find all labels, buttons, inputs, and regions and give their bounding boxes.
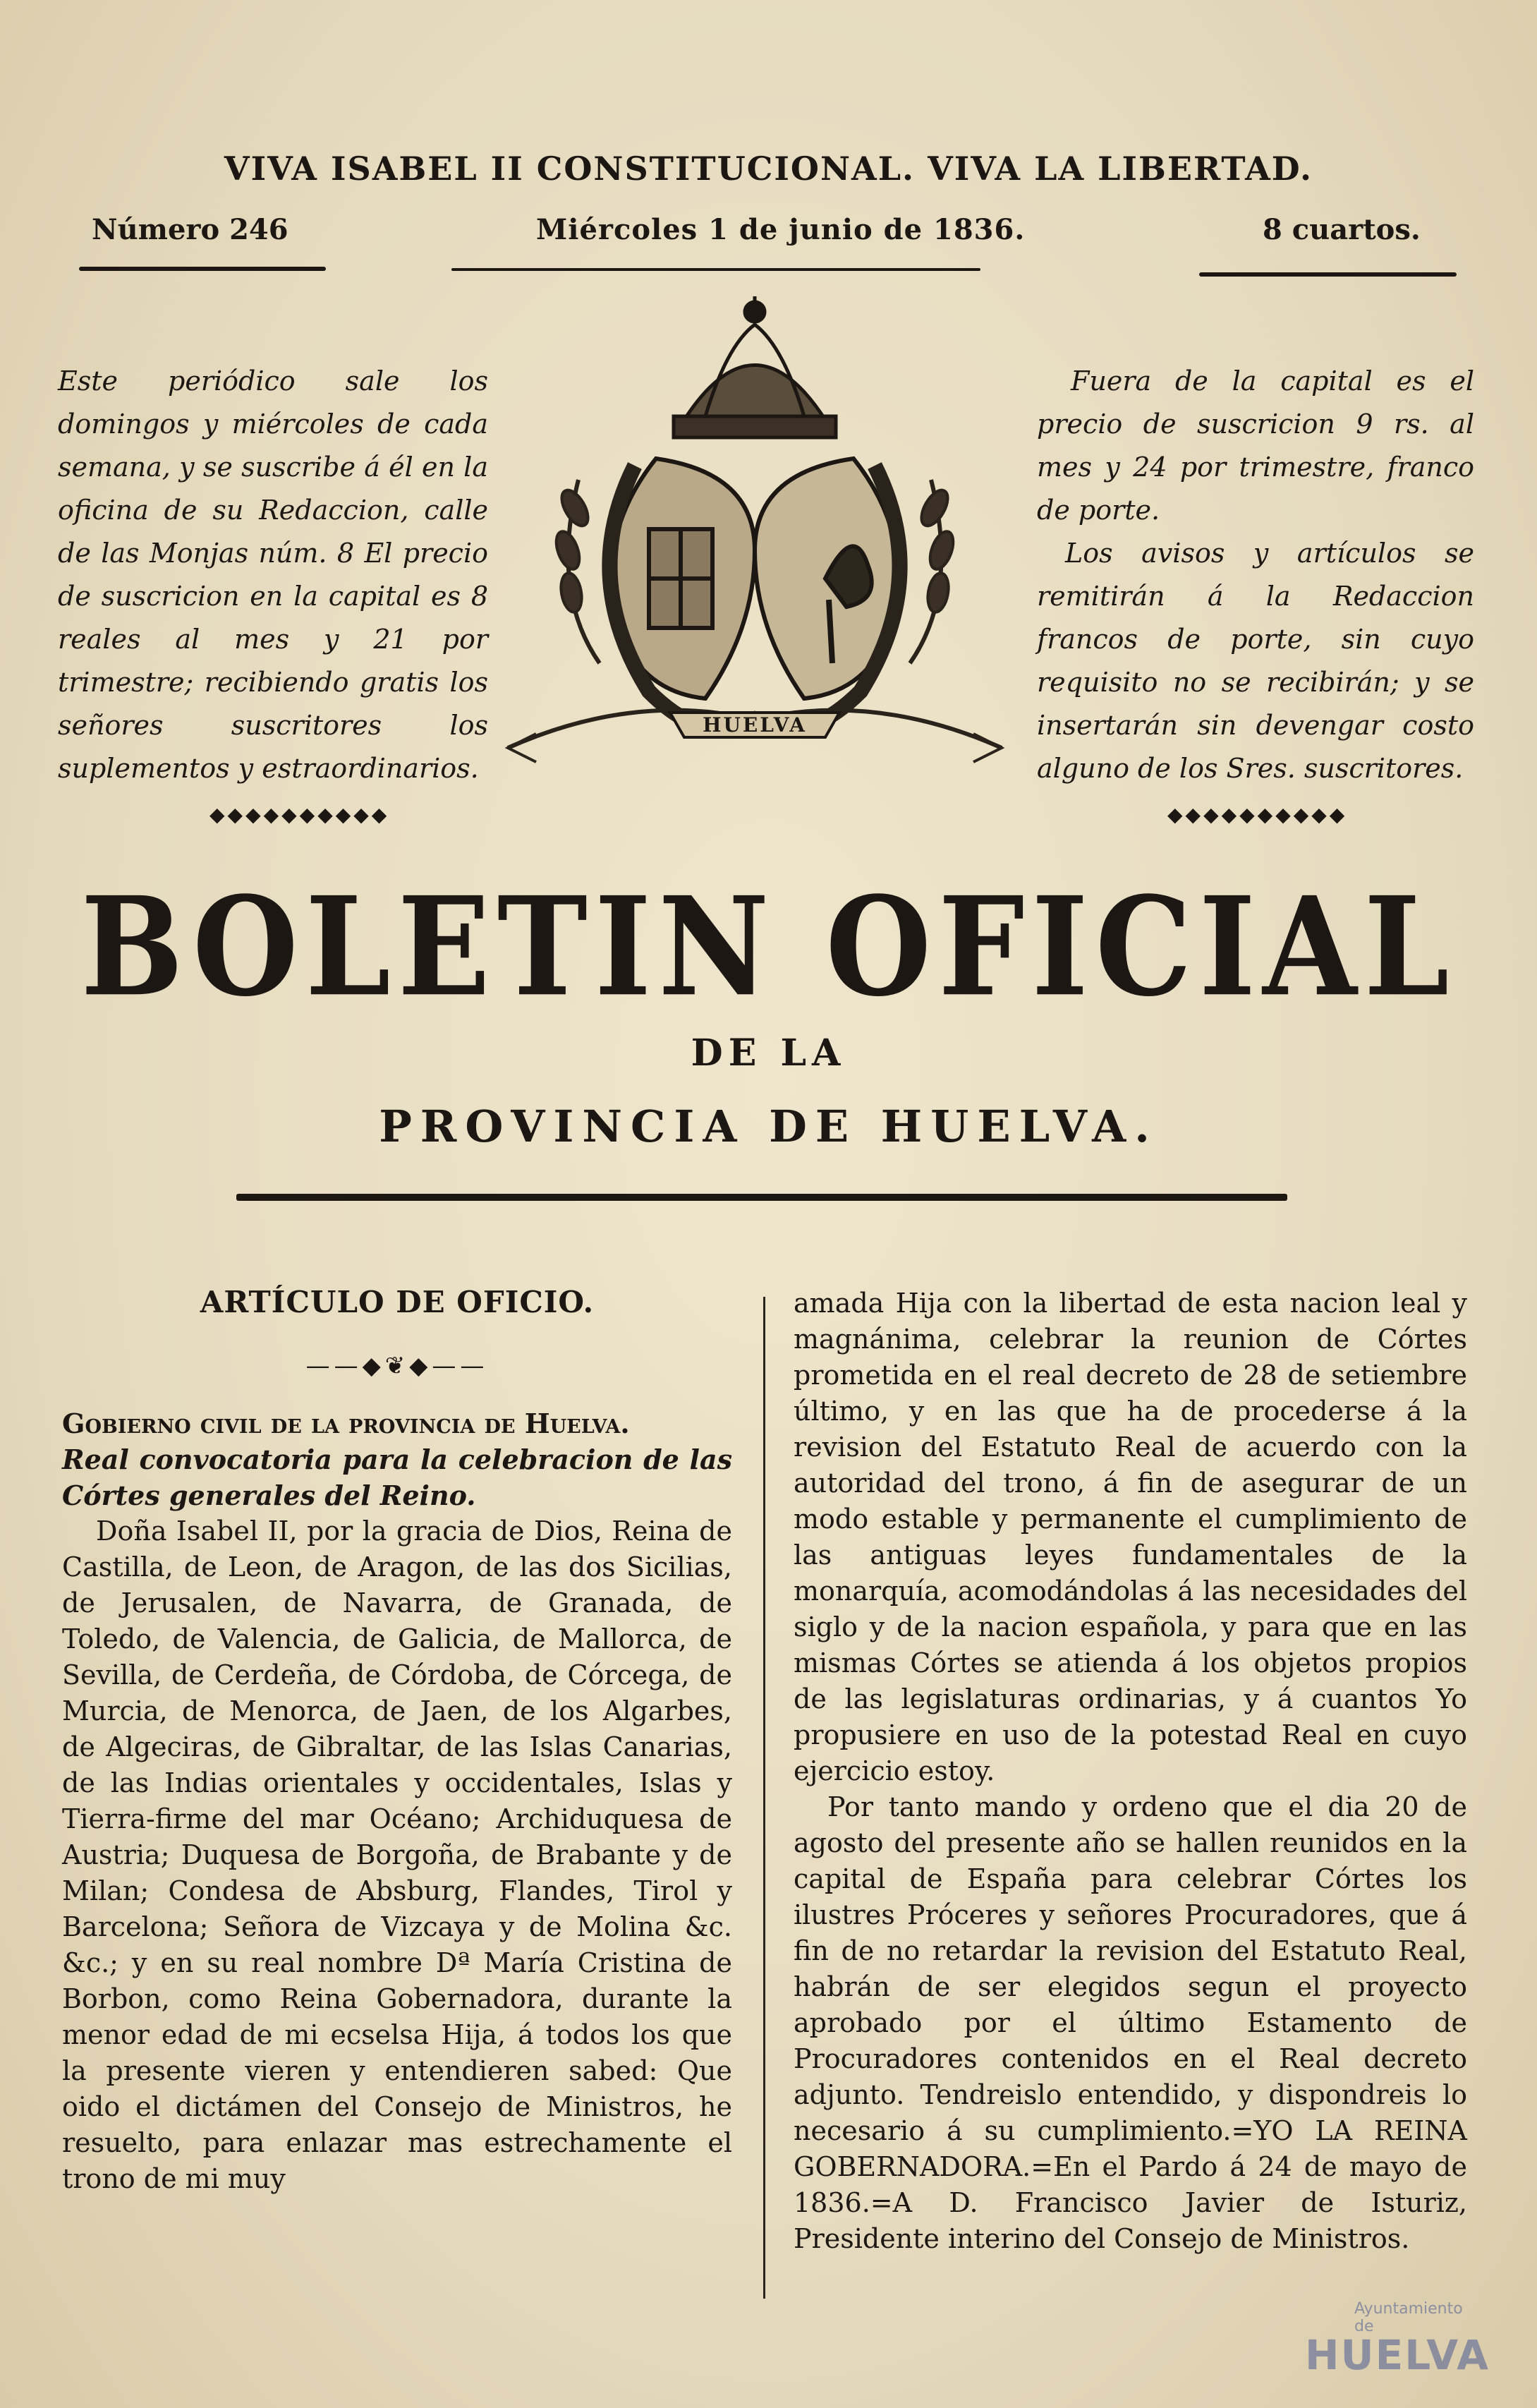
subscription-info-right xyxy=(1037,360,1474,836)
newspaper-title: BOLETIN OFICIAL xyxy=(80,866,1457,1027)
issue-number: Número 246 xyxy=(92,213,288,246)
masthead-motto: VIVA ISABEL II CONSTITUCIONAL. VIVA LA LIBERTAD. xyxy=(224,150,1313,188)
subscription-info-left xyxy=(58,360,488,836)
article-body-right-p2: Por tanto mando y ordeno que el dia 20 de agosto del presente año se hallen reunidos en la capital de España para celebrar Córtes los ilustres Próceres y señores Procuradores, que á fin de no retardar la revision del Estatuto Real, habrán de ser elegidos segun el proyecto aprobado por el último Estamento de Procuradores contenidos en el Real decreto adjunto. Tendreislo entendido, y dispondreis lo necesario á su cumplimiento.=YO LA REINA GOBERNADORA.=En el Pardo á 24 de mayo de 1836.=A D. Francisco Javier de Isturiz, Presidente interino del Consejo de Ministros. xyxy=(794,1791,1467,2254)
ornament-left: ◆◆◆◆◆◆◆◆◆◆ xyxy=(209,803,390,826)
subscription-left-text: Este periódico sale los domingos y miércoles de cada semana, y se suscribe á él en la oficina de su Redaccion, calle de las Monjas núm. 8 El precio de suscricion en la capital es 8 reales al mes y 21 por trimestre; recibiendo gratis los señores suscritores los suplementos y estraordinarios. xyxy=(58,365,488,784)
subscription-right-p2: Los avisos y artículos se remitirán á la Redaccion francos de porte, sin cuyo requisito no se recibirán; y se insertarán sin devengar costo alguno de los Sres. suscritores. xyxy=(1037,538,1474,784)
newspaper-subtitle-de-la: DE LA xyxy=(691,1031,846,1075)
header-rule-left xyxy=(79,267,326,271)
crest-ribbon xyxy=(670,713,839,737)
column-divider xyxy=(763,1297,765,2299)
watermark-line1: Ayuntamiento de xyxy=(1354,2300,1463,2335)
article-column-right xyxy=(794,1285,1467,2257)
crown-icon xyxy=(674,296,836,437)
coat-of-arms-crest xyxy=(494,296,1016,818)
title-rule xyxy=(236,1194,1287,1201)
ornament-divider: ——◆❦◆—— xyxy=(305,1352,489,1380)
newspaper-subtitle-province: PROVINCIA DE HUELVA. xyxy=(379,1101,1158,1152)
subscription-right-p1: Fuera de la capital es el precio de suscricion 9 rs. al mes y 24 por trimestre, franco de porte. xyxy=(1037,365,1474,526)
archive-watermark xyxy=(1263,2300,1490,2379)
issue-date: Miércoles 1 de junio de 1836. xyxy=(536,213,1026,246)
crest-ribbon-text: HUELVA xyxy=(703,713,807,737)
article-body-left: Doña Isabel II, por la gracia de Dios, Reina de Castilla, de Leon, de Aragon, de las dos Sicilias, de Jerusalen, de Navarra, de Granada, de Toledo, de Valencia, de Galicia, de Mallorca, de Sevilla, de Cerdeña, de Córdoba, de Córcega, de Murcia, de Menorca, de Jaen, de los Algarbes, de Algeciras, de Gibraltar, de las Islas Canarias, de las Indias orientales y occidentales, Islas y Tierra-firme del mar Océano; Archiduquesa de Austria; Duquesa de Borgoña, de Brabante y de Milan; Condesa de Absburg, Flandes, Tirol y Barcelona; Señora de Vizcaya y de Molina &c. &c.; y en su real nombre Dª María Cristina de Borbon, como Reina Gobernadora, durante la menor edad de mi ecselsa Hija, á todos los que la presente vieren y entendieren sabed: Que oido el dictámen del Consejo de Ministros, he resuelto, para enlazar mas estrechamente el trono de mi muy xyxy=(62,1515,732,2194)
article-column-left xyxy=(62,1278,732,2197)
government-heading: Gobierno civil de la provincia de Huelva. xyxy=(62,1408,630,1439)
article-heading: ARTÍCULO DE OFICIO. xyxy=(200,1285,595,1319)
convocation-heading: Real convocatoria para la celebracion de las Córtes generales del Reino. xyxy=(62,1444,732,1511)
watermark-line2: HUELVA xyxy=(1305,2331,1490,2379)
issue-price: 8 cuartos. xyxy=(1263,213,1421,246)
header-rule-right xyxy=(1199,272,1457,277)
header-rule-center xyxy=(451,268,980,271)
article-body-right-p1: amada Hija con la libertad de esta nacion leal y magnánima, celebrar la reunion de Córtes prometida en el real decreto de 28 de setiembre último, y en las que ha de procederse á la revision del Estatuto Real de acuerdo con la autoridad del trono, á fin de asegurar de un modo estable y permanente el cumplimiento de las antiguas leyes fundamentales de la monarquía, acomodándolas á las necesidades del siglo y de la nacion española, y para que en las mismas Córtes se atienda á los objetos propios de las legislaturas ordinarias, y á cuantos Yo propusiere en uso de la potestad Real en cuyo ejercicio estoy. xyxy=(794,1288,1467,1786)
ornament-right: ◆◆◆◆◆◆◆◆◆◆ xyxy=(1167,803,1348,826)
shield-icon xyxy=(609,459,899,729)
